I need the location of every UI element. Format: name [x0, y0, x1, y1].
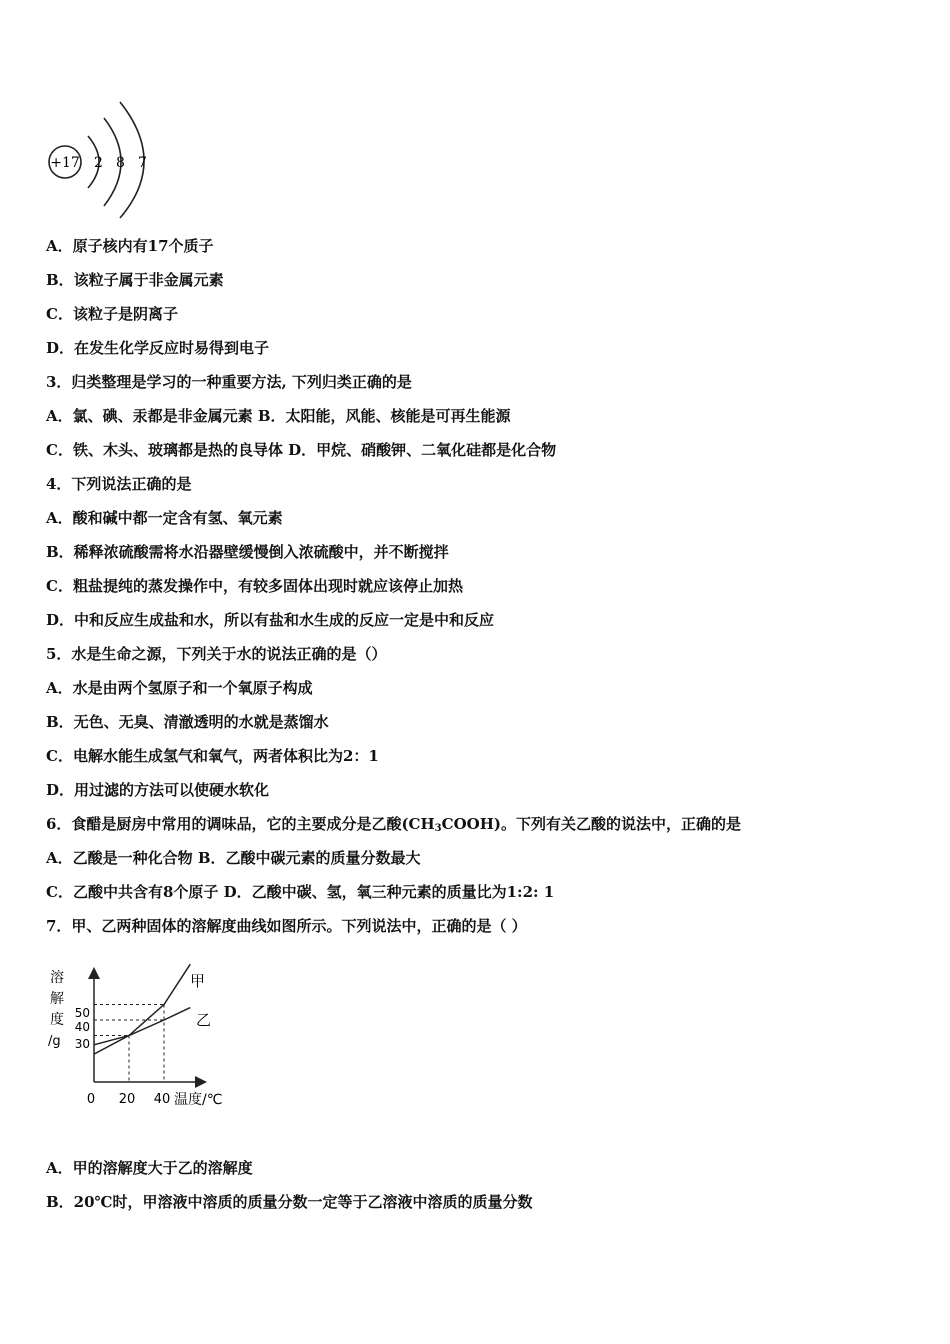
q6-options-cd: C．乙酸中共含有8个原子 D．乙酸中碳、氢，氧三种元素的质量比为1:2: 1 [46, 883, 555, 901]
q6-options-ab: A．乙酸是一种化合物 B．乙酸中碳元素的质量分数最大 [46, 849, 421, 867]
q3-options-cd: C．铁、木头、玻璃都是热的良导体 D．甲烷、硝酸钾、二氧化硅都是化合物 [46, 441, 557, 459]
y-label-char-3: 度 [50, 1012, 64, 1028]
solubility-chart [40, 962, 250, 1112]
q4-option-d: D．中和反应生成盐和水，所以有盐和水生成的反应一定是中和反应 [46, 611, 495, 629]
shell-electrons-2: 8 [116, 155, 125, 171]
question-6 [46, 814, 741, 839]
x-tick-20: 20 [118, 1092, 136, 1107]
series-line-yi [94, 1008, 190, 1045]
series-label-yi: 乙 [196, 1011, 212, 1029]
question-5: 5．水是生命之源，下列关于水的说法正确的是（） [46, 645, 387, 663]
y-label-char-2: 解 [50, 991, 64, 1007]
shell-electrons-3: 7 [138, 155, 147, 171]
q3-options-ab: A．氯、碘、汞都是非金属元素 B．太阳能，风能、核能是可再生能源 [46, 407, 511, 425]
atom-structure-diagram [40, 98, 160, 222]
y-label-char-1: 溶 [50, 970, 64, 986]
q4-option-c: C．粗盐提纯的蒸发操作中，有较多固体出现时就应该停止加热 [46, 577, 463, 595]
option-c-atom: C．该粒子是阴离子 [46, 305, 178, 323]
x-tick-0: 0 [86, 1092, 96, 1107]
y-tick-30: 30 [74, 1037, 90, 1051]
question-3: 3．归类整理是学习的一种重要方法, 下列归类正确的是 [46, 373, 412, 391]
q5-option-d: D．用过滤的方法可以使硬水软化 [46, 781, 270, 799]
question-7: 7．甲、乙两种固体的溶解度曲线如图所示。下列说法中，正确的是（ ） [46, 917, 527, 935]
q6-text-before: 6．食醋是厨房中常用的调味品，它的主要成分是乙酸(CH [46, 815, 435, 833]
q6-text-after: COOH)。下列有关乙酸的说法中，正确的是 [441, 815, 741, 833]
option-d-atom: D．在发生化学反应时易得到电子 [46, 339, 270, 357]
q6-subscript: 3 [434, 823, 442, 834]
nucleus-label: +17 [50, 155, 80, 171]
question-4: 4．下列说法正确的是 [46, 475, 192, 493]
q4-option-b: B．稀释浓硫酸需将水沿器壁缓慢倒入浓硫酸中，并不断搅拌 [46, 543, 449, 561]
q7-option-a: A．甲的溶解度大于乙的溶解度 [46, 1159, 253, 1177]
y-tick-50: 50 [74, 1006, 90, 1020]
shell-electrons-1: 2 [94, 155, 103, 171]
option-a-atom: A．原子核内有17个质子 [46, 237, 214, 255]
q7-option-b: B．20℃时，甲溶液中溶质的质量分数一定等于乙溶液中溶质的质量分数 [46, 1193, 533, 1211]
y-tick-40: 40 [74, 1020, 90, 1034]
q5-option-c: C．电解水能生成氢气和氧气，两者体积比为2：1 [46, 747, 379, 765]
option-b-atom: B．该粒子属于非金属元素 [46, 271, 224, 289]
y-label-char-4: /g [48, 1034, 61, 1049]
x-axis-label: 温度/℃ [174, 1092, 223, 1108]
q4-option-a: A．酸和碱中都一定含有氢、氧元素 [46, 509, 283, 527]
series-label-jia: 甲 [190, 972, 206, 990]
x-tick-40: 40 [153, 1092, 171, 1107]
q5-option-b: B．无色、无臭、清澈透明的水就是蒸馏水 [46, 713, 329, 731]
q5-option-a: A．水是由两个氢原子和一个氧原子构成 [46, 679, 313, 697]
